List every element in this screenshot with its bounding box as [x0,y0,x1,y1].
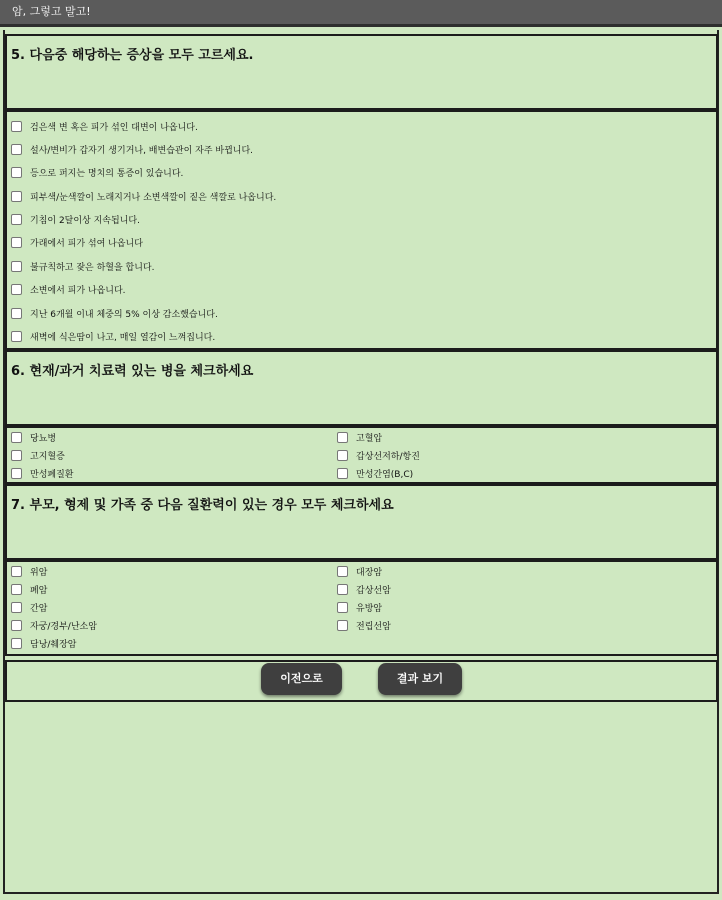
checkbox[interactable] [11,638,22,649]
q7-option[interactable]: 간암 [11,601,47,614]
checkbox[interactable] [337,432,348,443]
q7-option[interactable]: 갑상선암 [337,583,391,596]
q6-option[interactable]: 만성간염(B,C) [337,467,413,480]
q5-option[interactable]: 기침이 2달이상 지속됩니다. [11,213,140,226]
checkbox[interactable] [337,468,348,479]
result-button[interactable]: 결과 보기 [378,663,462,695]
checkbox[interactable] [11,331,22,342]
q6-title-box [5,350,718,426]
q7-option[interactable]: 위암 [11,565,47,578]
checkbox[interactable] [337,620,348,631]
prev-button[interactable]: 이전으로 [261,663,342,695]
q7-option[interactable]: 대장암 [337,565,382,578]
q7-option[interactable]: 유방암 [337,601,382,614]
q5-title: 5. 다음중 해당하는 증상을 모두 고르세요. [11,48,254,63]
checkbox[interactable] [11,450,22,461]
checkbox[interactable] [11,566,22,577]
checkbox[interactable] [11,432,22,443]
q7-option[interactable]: 담낭/췌장암 [11,637,77,650]
checkbox[interactable] [11,584,22,595]
checkbox[interactable] [11,468,22,479]
q7-option[interactable]: 폐암 [11,583,47,596]
q5-option[interactable]: 지난 6개월 이내 체중의 5% 이상 감소했습니다. [11,307,218,320]
q5-option[interactable]: 검은색 변 혹은 피가 섞인 대변이 나옵니다. [11,120,198,133]
checkbox[interactable] [11,144,22,155]
q5-option[interactable]: 설사/변비가 갑자기 생기거나, 배변습관이 자주 바뀝니다. [11,143,253,156]
checkbox[interactable] [11,308,22,319]
q6-options-box [5,426,718,484]
q5-option[interactable]: 피부색/눈색깔이 노래지거나 소변색깔이 짙은 색깔로 나옵니다. [11,190,276,203]
q5-option[interactable]: 불규칙하고 잦은 하혈을 합니다. [11,260,154,273]
checkbox[interactable] [11,261,22,272]
checkbox[interactable] [337,450,348,461]
window-title: 암, 그렇고 말고! [12,5,91,18]
q5-option[interactable]: 등으로 퍼지는 명치의 통증이 있습니다. [11,166,183,179]
q5-option[interactable]: 가래에서 피가 섞여 나옵니다 [11,236,143,249]
checkbox[interactable] [337,584,348,595]
checkbox[interactable] [337,566,348,577]
q6-option[interactable]: 갑상선저하/항진 [337,449,420,462]
q6-option[interactable]: 만성폐질환 [11,467,73,480]
q6-title: 6. 현재/과거 치료력 있는 병을 체크하세요 [11,364,254,379]
q5-option[interactable]: 소변에서 피가 나옵니다. [11,283,126,296]
checkbox[interactable] [11,237,22,248]
q7-options-box [5,560,718,656]
q6-option[interactable]: 당뇨병 [11,431,56,444]
q6-option[interactable]: 고지혈증 [11,449,65,462]
checkbox[interactable] [337,602,348,613]
checkbox[interactable] [11,284,22,295]
q5-title-box [5,34,718,110]
checkbox[interactable] [11,214,22,225]
checkbox[interactable] [11,620,22,631]
q7-title-box [5,484,718,560]
checkbox[interactable] [11,121,22,132]
q5-option[interactable]: 새벽에 식은땀이 나고, 매일 열감이 느껴집니다. [11,330,215,343]
window-titlebar [0,0,722,27]
checkbox[interactable] [11,167,22,178]
q5-options-box [5,110,718,350]
button-bar [5,660,718,702]
q7-option[interactable]: 자궁/경부/난소암 [11,619,97,632]
q7-title: 7. 부모, 형제 및 가족 중 다음 질환력이 있는 경우 모두 체크하세요 [11,498,394,513]
checkbox[interactable] [11,191,22,202]
q7-option[interactable]: 전립선암 [337,619,391,632]
q6-option[interactable]: 고혈압 [337,431,382,444]
checkbox[interactable] [11,602,22,613]
